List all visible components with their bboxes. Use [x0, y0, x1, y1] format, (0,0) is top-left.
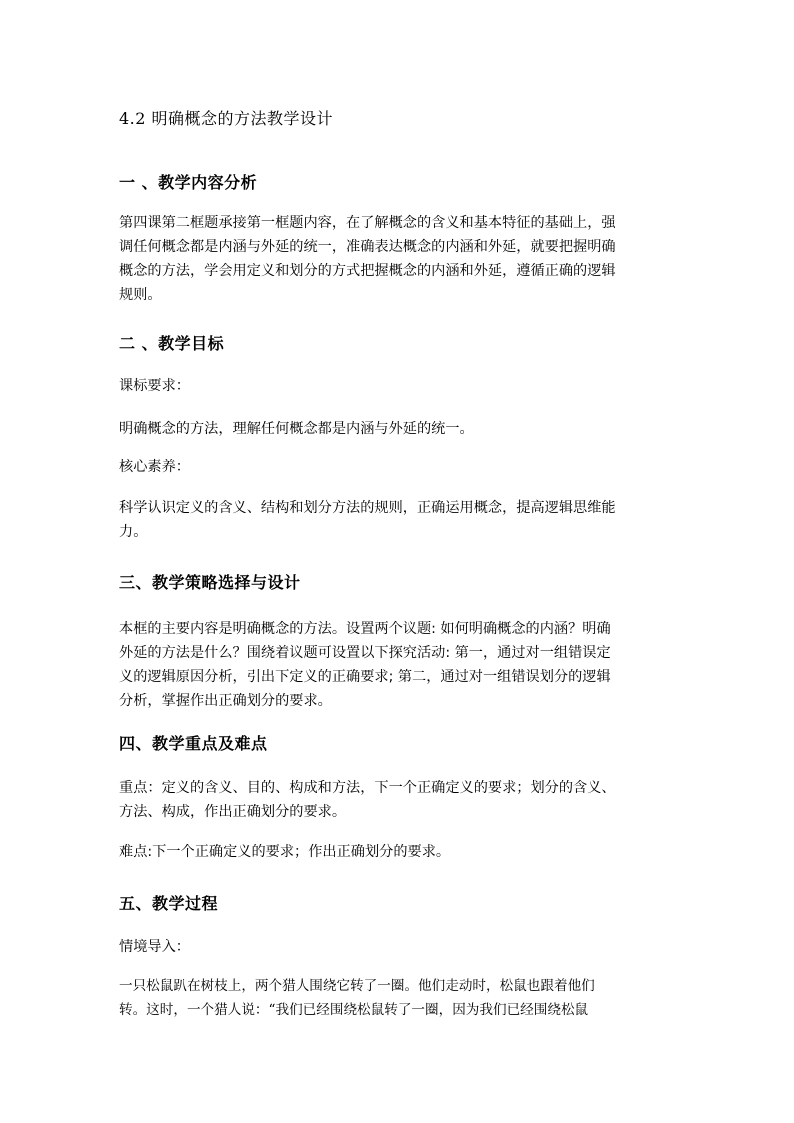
strategy-paragraph — [119, 617, 689, 713]
difficult-points-text: 难点:下一个正确定义的要求；作出正确划分的要求。 — [119, 844, 451, 860]
paragraph-line: 分析，掌握作出正确划分的要求。 — [119, 693, 332, 709]
scenario-intro-label: 情境导入： — [119, 939, 190, 955]
section-heading-key-points: 四、教学重点及难点 — [119, 734, 268, 753]
content-analysis-paragraph — [119, 211, 689, 307]
paragraph-line: 第四课第二框题承接第一框题内容，在了解概念的含义和基本特征的基础上，强 — [119, 215, 616, 231]
scenario-story-paragraph — [119, 974, 689, 1022]
paragraph-line: 方法、构成，作出正确划分的要求。 — [119, 804, 347, 820]
paragraph-line: 概念的方法，学会用定义和划分的方式把握概念的内涵和外延，遵循正确的逻辑 — [119, 263, 616, 279]
section-heading-strategy: 三、教学策略选择与设计 — [119, 573, 301, 592]
paragraph-line: 一只松鼠趴在树枝上，两个猎人围绕它转了一圈。他们走动时，松鼠也跟着他们 — [119, 978, 595, 994]
core-literacy-label: 核心素养： — [119, 459, 190, 475]
document-title: 4.2 明确概念的方法教学设计 — [119, 109, 334, 128]
paragraph-line: 规则。 — [119, 287, 162, 303]
paragraph-line: 调任何概念都是内涵与外延的统一，准确表达概念的内涵和外延，就要把握明确 — [119, 239, 616, 255]
paragraph-line: 本框的主要内容是明确概念的方法。设置两个议题: 如何明确概念的内涵？明确 — [119, 621, 611, 637]
section-heading-objectives: 二 、教学目标 — [119, 334, 225, 353]
paragraph-line: 外延的方法是什么？围绕着议题可设置以下探究活动: 第一，通过对一组错误定 — [119, 645, 611, 661]
core-literacy-paragraph — [119, 496, 689, 544]
paragraph-line: 转。这时，一个猎人说：“我们已经围绕松鼠转了一圈，因为我们已经围绕松鼠 — [119, 1002, 589, 1018]
section-heading-content-analysis: 一 、教学内容分析 — [119, 173, 258, 192]
key-points-paragraph — [119, 776, 689, 824]
section-heading-process: 五、教学过程 — [119, 894, 219, 913]
curriculum-requirements-label: 课标要求： — [119, 378, 190, 394]
paragraph-line: 重点：定义的含义、目的、构成和方法，下一个正确定义的要求；划分的含义、 — [119, 780, 616, 796]
paragraph-line: 力。 — [119, 524, 148, 540]
paragraph-line: 科学认识定义的含义、结构和划分方法的规则，正确运用概念，提高逻辑思维能 — [119, 500, 616, 516]
paragraph-line: 义的逻辑原因分析，引出下定义的正确要求; 第二，通过对一组错误划分的逻辑 — [119, 669, 611, 685]
curriculum-requirements-text: 明确概念的方法，理解任何概念都是内涵与外延的统一。 — [119, 421, 474, 437]
